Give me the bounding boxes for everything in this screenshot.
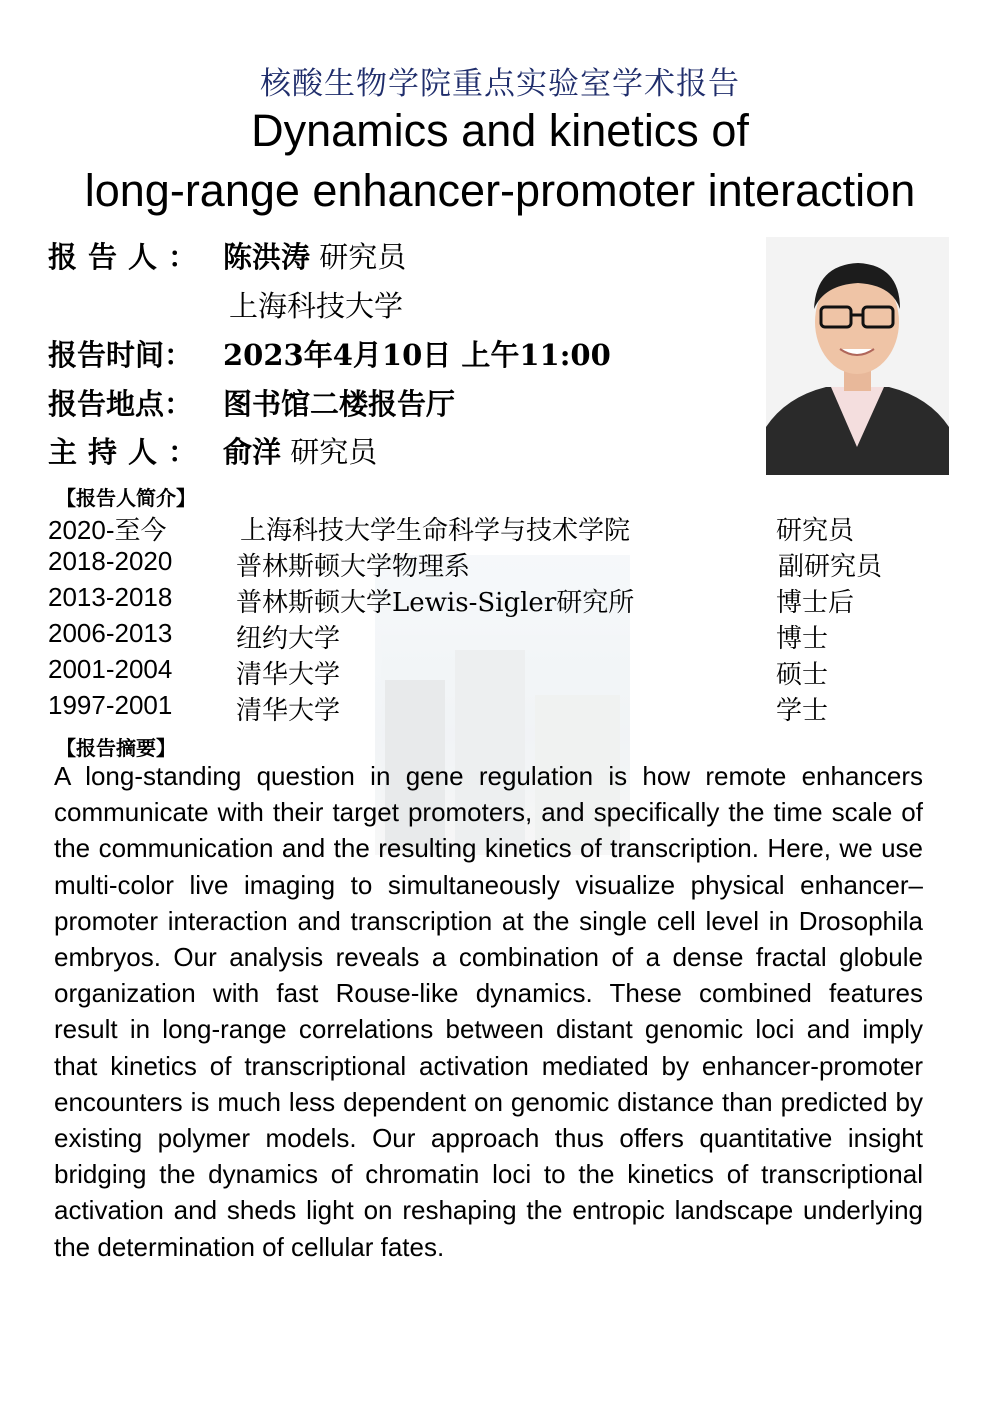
speaker-affiliation-row <box>229 284 403 325</box>
talk-title-line2: long-range enhancer-promoter interaction <box>84 165 916 216</box>
bio-row <box>48 690 958 724</box>
speaker-label: 报告人： <box>48 240 209 274</box>
speaker-portrait-illustration <box>766 237 949 475</box>
bio-years: 2006-2013 <box>48 618 173 648</box>
abstract-heading: 【报告摘要】 <box>56 736 176 760</box>
host-row <box>48 430 377 471</box>
bio-institution: 普林斯顿大学Lewis-Sigler研究所 <box>236 588 635 618</box>
speaker-photo <box>766 237 949 475</box>
bio-row <box>48 618 958 652</box>
bio-heading: 【报告人简介】 <box>56 486 196 510</box>
bio-row <box>48 654 958 688</box>
bio-years: 1997-2001 <box>48 690 173 720</box>
speaker-row <box>48 235 406 276</box>
location-label: 报告地点： <box>48 387 194 421</box>
speaker-affiliation: 上海科技大学 <box>229 289 404 323</box>
bio-institution: 上海科技大学生命科学与技术学院 <box>240 516 631 546</box>
bio-position: 副研究员 <box>778 552 883 582</box>
host-title: 研究员 <box>290 435 378 469</box>
bio-position: 研究员 <box>776 516 855 546</box>
time-row <box>48 333 611 374</box>
time-value: 2023年4月10日 上午11:00 <box>223 338 611 372</box>
host-name: 俞洋 <box>223 435 282 469</box>
bio-years: 2001-2004 <box>48 654 173 684</box>
bio-years: 2013-2018 <box>48 582 173 612</box>
bio-position: 博士 <box>776 624 829 654</box>
speaker-name: 陈洪涛 <box>223 240 311 274</box>
bio-position: 硕士 <box>776 660 829 690</box>
bio-position: 学士 <box>776 696 829 726</box>
bio-institution: 纽约大学 <box>236 624 341 654</box>
bio-row <box>48 582 958 616</box>
header-title-cn: 核酸生物学院重点实验室学术报告 <box>260 66 740 102</box>
bio-years: 2020-至今 <box>48 515 167 545</box>
bio-institution: 清华大学 <box>236 696 341 726</box>
bio-row <box>48 510 958 544</box>
bio-row <box>48 546 958 580</box>
bio-position: 博士后 <box>776 588 855 618</box>
time-label: 报告时间： <box>48 338 194 372</box>
bio-institution: 普林斯顿大学物理系 <box>236 552 471 582</box>
bio-institution: 清华大学 <box>236 660 341 690</box>
host-label: 主持人： <box>48 435 209 469</box>
location-value: 图书馆二楼报告厅 <box>223 387 456 421</box>
location-row <box>48 382 455 423</box>
bio-years: 2018-2020 <box>48 546 173 576</box>
talk-title-line1: Dynamics and kinetics of <box>251 105 749 156</box>
abstract-text: A long-standing question in gene regulation is how remote enhancers communicate with their target promoters, and specifically the time scale of the communication and the resulting kinetics of transcription. Here, we use multi-color live imaging to simultaneously visualize physical enhancer–promoter interaction and transcription at the single cell level in Drosophila embryos. Our analysis reveals a combination of a dense fractal globule organization with fast Rouse-like dynamics. These combined features result in long-range correlations between distant genomic loci and imply that kinetics of transcriptional activation mediated by enhancer-promoter encounters is much less dependent on genomic distance than predicted by existing polymer models. Our approach thus offers quantitative insight bridging the dynamics of chromatin loci to the kinetics of transcriptional activation and sheds light on reshaping the entropic landscape underlying the determination of cellular fates. <box>54 761 923 1262</box>
speaker-title: 研究员 <box>319 240 407 274</box>
